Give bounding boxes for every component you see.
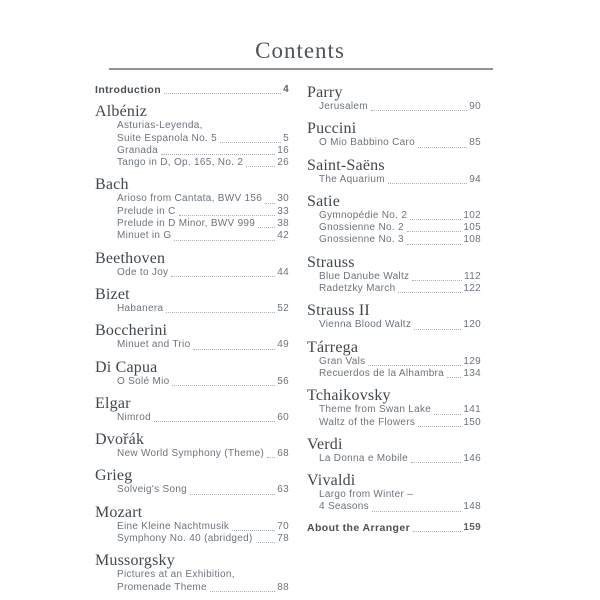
composer-heading: Bizet [95, 285, 130, 303]
piece-title: New World Symphony (Theme) [117, 448, 265, 460]
piece-entry [95, 339, 289, 351]
piece-title: Suite Espanola No. 5 [117, 132, 217, 144]
page-number: 85 [469, 137, 481, 149]
about-arranger-entry [307, 522, 481, 534]
page-number: 148 [463, 501, 481, 513]
dot-leader [154, 420, 275, 422]
dot-leader [256, 541, 276, 543]
piece-entry [307, 210, 481, 222]
dot-leader [410, 218, 461, 220]
piece-entry [307, 174, 481, 186]
dot-leader [418, 146, 467, 148]
dot-leader [414, 328, 461, 330]
toc-section-beethoven [95, 250, 289, 279]
left-sections [95, 103, 289, 594]
left-column [95, 84, 289, 600]
piece-title: Eine Kleine Nachtmusik [117, 520, 230, 532]
piece-entry [307, 137, 481, 149]
piece-title: Prelude in C [117, 205, 176, 217]
dot-leader [413, 530, 461, 532]
dot-leader [258, 226, 275, 228]
piece-entry [307, 101, 481, 113]
composer-heading: Puccini [307, 120, 357, 138]
page-number: 70 [277, 520, 289, 532]
piece-entry [95, 533, 289, 545]
page-number: 129 [463, 355, 481, 367]
dot-leader [190, 493, 275, 495]
composer-heading: Dvořák [95, 431, 145, 449]
piece-entry [95, 412, 289, 424]
piece-title: Waltz of the Flowers [319, 416, 416, 428]
piece-entry [95, 484, 289, 496]
composer-heading: Satie [307, 192, 340, 210]
page-number: 44 [277, 266, 289, 278]
page-number: 122 [463, 283, 481, 295]
piece-title: Minuet and Trio [117, 339, 191, 351]
dot-leader [265, 202, 275, 204]
piece-title: La Donna e Mobile [319, 452, 409, 464]
piece-entry [95, 157, 289, 169]
piece-title: Solveig's Song [117, 484, 188, 496]
piece-entry [307, 271, 481, 283]
page-number: 68 [277, 448, 289, 460]
composer-heading: Tchaikovsky [307, 387, 391, 405]
piece-title: Radetzky March [319, 283, 396, 295]
page-number: 90 [469, 101, 481, 112]
piece-title: Tango in D, Op. 165, No. 2 [117, 157, 244, 169]
piece-title: Symphony No. 40 (abridged) [117, 533, 253, 545]
page-number: 141 [463, 404, 481, 416]
composer-heading: Mozart [95, 503, 143, 521]
piece-entry [307, 222, 481, 234]
toc-section-strauss [307, 254, 481, 296]
toc-section-elgar [95, 395, 289, 424]
toc-section-grieg [95, 467, 289, 496]
toc-section-puccini [307, 120, 481, 149]
about-arranger-label: About the Arranger [307, 521, 411, 534]
right-column [307, 84, 481, 534]
dot-leader [388, 182, 467, 184]
page-number: 49 [277, 339, 289, 351]
page-number: 52 [277, 302, 289, 314]
piece-entry [307, 234, 481, 246]
composer-heading: Beethoven [95, 249, 166, 267]
toc-section-boccherini [95, 322, 289, 351]
piece-title: Gnossienne No. 3 [319, 234, 404, 246]
piece-entry [95, 133, 289, 145]
piece-entry [307, 283, 481, 295]
dot-leader [164, 92, 281, 94]
piece-entry [95, 582, 289, 594]
dot-leader [161, 153, 275, 155]
piece-title: The Aquarium [319, 173, 385, 185]
toc-section-dvo-k [95, 431, 289, 460]
dot-leader [418, 425, 461, 427]
introduction-label: Introduction [95, 84, 162, 96]
page-number: 38 [277, 218, 289, 230]
piece-title-line: Pictures at an Exhibition, [117, 569, 235, 581]
page-number: 30 [277, 193, 289, 205]
piece-title: Minuet in G [117, 230, 172, 242]
piece-entry [95, 230, 289, 242]
piece-entry [95, 521, 289, 533]
dot-leader [412, 279, 462, 281]
piece-entry [95, 218, 289, 230]
dot-leader [210, 590, 275, 592]
toc-section-tchaikovsky [307, 387, 481, 429]
piece-entry [95, 448, 289, 460]
page-number: 26 [277, 157, 289, 169]
toc-section-alb-niz [95, 103, 289, 169]
piece-title: O Mio Babbino Caro [319, 137, 416, 149]
piece-entry [95, 303, 289, 315]
piece-entry [307, 501, 481, 513]
piece-title: Theme from Swan Lake [319, 404, 432, 416]
toc-section-mozart [95, 504, 289, 546]
piece-title: Granada [117, 144, 159, 156]
page-number: 42 [277, 230, 289, 242]
toc-section-t-rrega [307, 339, 481, 381]
piece-entry [307, 319, 481, 331]
page-number: 33 [277, 205, 289, 217]
piece-title: Arioso from Cantata, BWV 156 [117, 193, 263, 205]
page-number: 78 [277, 533, 289, 545]
piece-title: Gymnopédie No. 2 [319, 209, 408, 221]
page-number: 120 [463, 319, 481, 331]
composer-heading: Strauss II [307, 302, 370, 320]
piece-title: 4 Seasons [319, 501, 369, 513]
composer-heading: Vivaldi [307, 472, 356, 490]
piece-title: Ode to Joy [117, 266, 169, 278]
piece-title: Gnossienne No. 2 [319, 222, 404, 234]
piece-entry [307, 356, 481, 368]
composer-heading: Strauss [307, 253, 355, 271]
dot-leader [166, 311, 275, 313]
toc-section-vivaldi [307, 472, 481, 514]
dot-leader [172, 384, 275, 386]
toc-section-di-capua [95, 359, 289, 388]
piece-title-line: Asturias-Leyenda, [117, 120, 203, 132]
dot-leader [171, 275, 275, 277]
page-number: 5 [283, 132, 289, 144]
dot-leader [232, 529, 275, 531]
dot-leader [368, 364, 461, 366]
composer-heading: Tárrega [307, 338, 359, 356]
dot-leader [246, 165, 275, 167]
page-number: 94 [469, 173, 481, 185]
page-number: 150 [463, 416, 481, 428]
toc-section-verdi [307, 436, 481, 465]
page-number: 60 [277, 411, 289, 423]
dot-leader [220, 141, 281, 143]
toc-section-strauss-ii [307, 302, 481, 331]
piece-title-line: Largo from Winter – [319, 489, 414, 501]
piece-title: Nimrod [117, 411, 152, 423]
composer-heading: Albéniz [95, 103, 148, 121]
piece-title: Blue Danube Waltz [319, 270, 410, 282]
toc-section-bach [95, 176, 289, 242]
page-number: 134 [463, 367, 481, 379]
piece-title: Recuerdos de la Alhambra [319, 367, 445, 379]
piece-title: Promenade Theme [117, 581, 207, 593]
piece-entry [95, 267, 289, 279]
dot-leader [407, 243, 462, 245]
dot-leader [372, 510, 461, 512]
composer-heading: Mussorgsky [95, 552, 175, 570]
dot-leader [193, 348, 275, 350]
toc-section-bizet [95, 286, 289, 315]
right-sections [307, 84, 481, 514]
page-number: 112 [464, 270, 481, 282]
page-number: 16 [277, 144, 289, 156]
composer-heading: Di Capua [95, 358, 158, 376]
page-number: 159 [463, 521, 481, 533]
toc-section-saint-sa-ns [307, 157, 481, 186]
piece-entry [307, 453, 481, 465]
dot-leader [398, 291, 461, 293]
piece-entry [307, 368, 481, 380]
piece-entry [307, 404, 481, 416]
composer-heading: Boccherini [95, 322, 168, 340]
piece-entry [95, 193, 289, 205]
piece-title: O Solé Mio [117, 375, 170, 387]
toc-section-satie [307, 193, 481, 247]
piece-title: Prelude in D Minor, BWV 999 [117, 218, 256, 230]
toc-section-parry [307, 84, 481, 113]
composer-heading: Grieg [95, 467, 133, 485]
introduction-entry [95, 84, 289, 96]
page-number: 108 [463, 234, 481, 246]
toc-section-mussorgsky [95, 552, 289, 594]
piece-entry [95, 376, 289, 388]
page-number: 88 [277, 581, 289, 593]
page-number: 146 [463, 452, 481, 464]
dot-leader [407, 230, 462, 232]
composer-heading: Verdi [307, 435, 343, 453]
piece-title: Habanera [117, 302, 164, 314]
dot-leader [447, 376, 461, 378]
composer-heading: Bach [95, 176, 129, 194]
piece-entry [95, 145, 289, 157]
piece-title: Vienna Blood Waltz [319, 319, 412, 331]
composer-heading: Elgar [95, 394, 131, 412]
page-title: Contents [255, 38, 345, 63]
piece-entry [307, 417, 481, 429]
page-number: 4 [283, 84, 289, 95]
title-rule [109, 68, 493, 70]
page-number: 102 [463, 209, 481, 221]
page-number: 56 [277, 375, 289, 387]
dot-leader [179, 214, 276, 216]
page-number: 105 [463, 222, 481, 234]
dot-leader [434, 413, 461, 415]
dot-leader [411, 461, 461, 463]
piece-title: Jerusalem [319, 101, 368, 112]
piece-entry [95, 206, 289, 218]
dot-leader [267, 456, 275, 458]
composer-heading: Parry [307, 84, 343, 101]
piece-title: Gran Vals [319, 355, 366, 367]
page-number: 63 [277, 484, 289, 496]
composer-heading: Saint-Saëns [307, 156, 385, 174]
dot-leader [371, 109, 467, 111]
dot-leader [174, 239, 275, 241]
